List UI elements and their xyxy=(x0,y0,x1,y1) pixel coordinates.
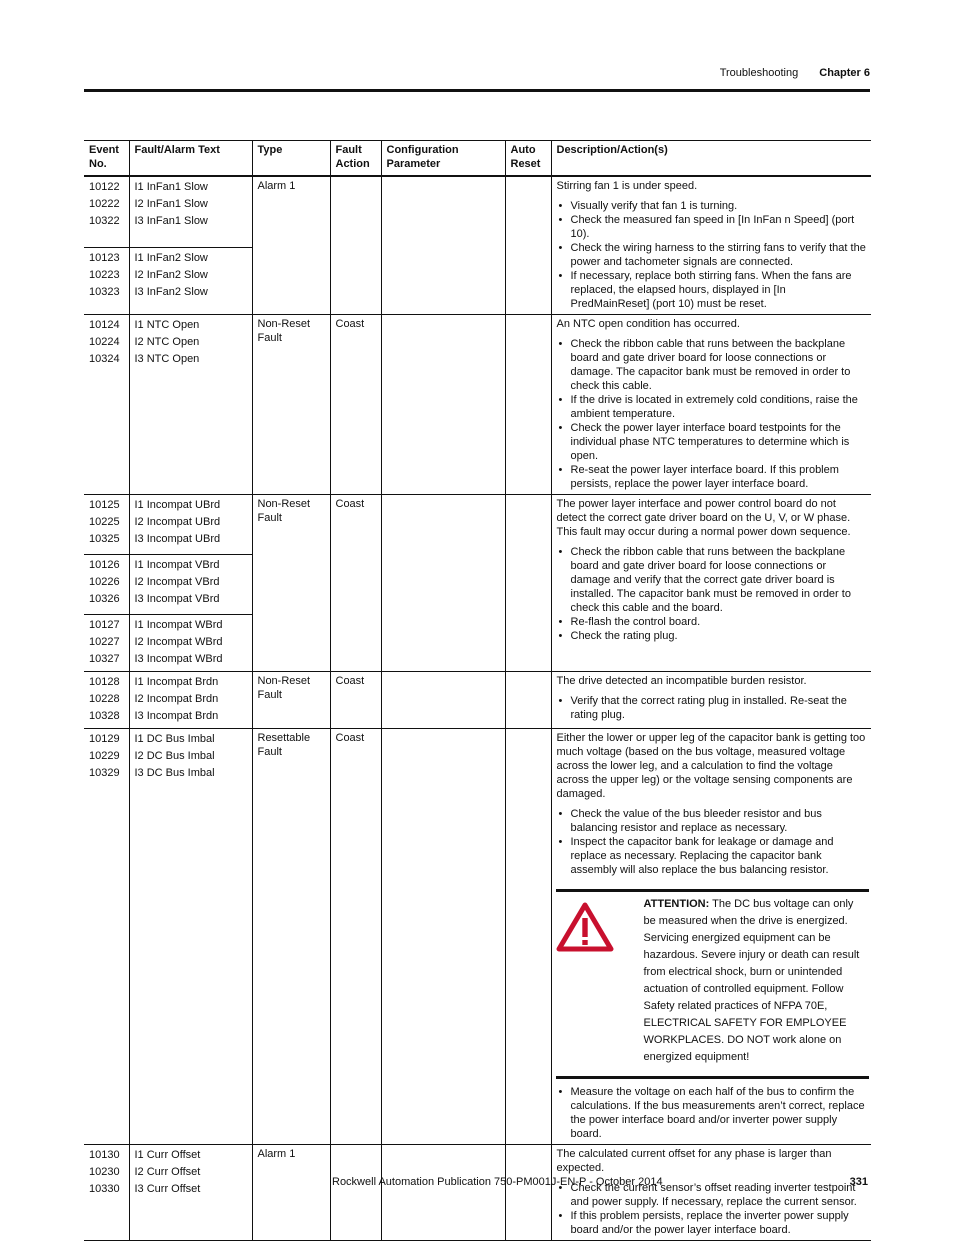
warning-icon xyxy=(556,896,644,1066)
action-item: • Visually verify that fan 1 is turning. xyxy=(557,199,867,213)
header-section: Troubleshooting xyxy=(719,67,799,79)
action-list xyxy=(557,199,867,311)
header-chapter: Chapter 6 xyxy=(819,67,870,79)
col-header-description: Description/Action(s) xyxy=(551,141,871,177)
action-list xyxy=(557,807,867,877)
action-item: • If the drive is located in extremely cold conditions, raise the ambient temperature. xyxy=(557,393,867,421)
fault-alarm-text-list: I1 DC Bus Imbal I2 DC Bus Imbal I3 DC Bus Imbal xyxy=(134,733,215,779)
event-number-list: 10130 10230 10330 xyxy=(89,1149,120,1195)
auto-reset xyxy=(505,176,551,315)
fault-table xyxy=(84,140,871,1241)
table-header-row xyxy=(84,141,871,177)
action-list xyxy=(557,1181,867,1237)
fault-action: Coast xyxy=(330,315,381,495)
description-text: The calculated current offset for any phase is larger than expected. xyxy=(556,1148,832,1174)
fault-alarm-text-list: I1 NTC Open I2 NTC Open I3 NTC Open xyxy=(134,319,200,365)
fault-type: Non-Reset Fault xyxy=(252,315,330,495)
description-text: Stirring fan 1 is under speed. xyxy=(556,180,698,192)
table-row xyxy=(84,672,871,729)
action-list-after xyxy=(557,1085,867,1141)
description-actions xyxy=(551,495,871,672)
fault-alarm-text-list: I1 InFan2 Slow I2 InFan2 Slow I3 InFan2 Slow xyxy=(134,251,208,298)
auto-reset xyxy=(505,672,551,729)
table-row xyxy=(84,729,871,1145)
fault-action: Coast xyxy=(330,729,381,1145)
description-actions xyxy=(551,315,871,495)
event-number-list: 10127 10227 10327 xyxy=(89,619,120,665)
event-numbers xyxy=(84,176,129,247)
fault-action: Coast xyxy=(330,672,381,729)
configuration-parameter xyxy=(381,1145,505,1241)
attention-label: ATTENTION: xyxy=(643,898,710,910)
configuration-parameter xyxy=(381,729,505,1145)
description-actions xyxy=(551,176,871,315)
action-item: • Re-flash the control board. xyxy=(557,615,867,629)
action-item: • Measure the voltage on each half of the bus to confirm the calculations. If the bus measurements aren’t correct, replace the power interface board and/or inverter power supply board. xyxy=(557,1085,867,1141)
fault-type: Non-Reset Fault xyxy=(252,495,330,672)
fault-alarm-text-list: I1 Incompat Brdn I2 Incompat Brdn I3 Incompat Brdn xyxy=(134,676,219,722)
fault-alarm-text-list: I1 Incompat UBrd I2 Incompat UBrd I3 Incompat UBrd xyxy=(134,499,221,545)
description-text: An NTC open condition has occurred. xyxy=(556,318,740,330)
fault-type: Alarm 1 xyxy=(252,176,330,315)
event-numbers xyxy=(84,315,129,495)
col-header-text: Fault/Alarm Text xyxy=(129,141,252,177)
fault-alarm-text xyxy=(129,672,252,729)
event-number-list: 10126 10226 10326 xyxy=(89,559,120,605)
action-item: • Check the measured fan speed in [In InFan n Speed] (port 10). xyxy=(557,213,867,241)
action-item: • Verify that the correct rating plug in installed. Re-seat the rating plug. xyxy=(557,694,867,722)
event-numbers xyxy=(84,247,129,314)
fault-type: Alarm 1 xyxy=(252,1145,330,1241)
action-item: • Re-seat the power layer interface board. If this problem persists, replace the power layer interface board. xyxy=(557,463,867,491)
action-list xyxy=(557,337,867,491)
table-row xyxy=(84,176,871,247)
event-numbers xyxy=(84,555,129,615)
action-item: • Check the ribbon cable that runs between the backplane board and gate driver board for loose connections or damage and verify that the correct gate driver board is installed. The capacitor bank must be removed in order to check this cable and the board. xyxy=(557,545,867,615)
description-text: The power layer interface and power control board do not detect the correct gate driver board on the U, V, or W phase. This fault may occur during a normal power down sequence. xyxy=(556,498,851,538)
event-number-list: 10129 10229 10329 xyxy=(89,733,120,779)
event-number-list: 10123 10223 10323 xyxy=(89,251,120,298)
fault-alarm-text-list: I1 Incompat WBrd I2 Incompat WBrd I3 Incompat WBrd xyxy=(134,619,223,665)
fault-type: Non-Reset Fault xyxy=(252,672,330,729)
action-item: • Check the rating plug. xyxy=(557,629,867,643)
description-text: Either the lower or upper leg of the capacitor bank is getting too much voltage (based on the bus voltage, measured voltage across the lower leg, and a calculation to find the voltage across the upper leg) or the voltage sensing components are damaged. xyxy=(556,732,866,800)
auto-reset xyxy=(505,729,551,1145)
attention-notice xyxy=(556,889,870,1079)
fault-action xyxy=(330,176,381,315)
event-numbers xyxy=(84,672,129,729)
table-row xyxy=(84,315,871,495)
action-item: • Check the wiring harness to the stirring fans to verify that the power and tachometer signals are connected. xyxy=(557,241,867,269)
configuration-parameter xyxy=(381,672,505,729)
action-item: • If this problem persists, replace the inverter power supply board and/or the power layer interface board. xyxy=(557,1209,867,1237)
auto-reset xyxy=(505,1145,551,1241)
auto-reset xyxy=(505,495,551,672)
table-body xyxy=(84,176,871,1241)
action-item: • Check the value of the bus bleeder resistor and bus balancing resistor and replace as necessary. xyxy=(557,807,867,835)
fault-action xyxy=(330,1145,381,1241)
page-number: 331 xyxy=(849,1176,868,1188)
fault-alarm-text xyxy=(129,729,252,1145)
col-header-fault-action: Fault Action xyxy=(330,141,381,177)
fault-alarm-text xyxy=(129,495,252,555)
fault-alarm-text xyxy=(129,247,252,314)
col-header-type: Type xyxy=(252,141,330,177)
table-row xyxy=(84,1145,871,1241)
col-header-config: Configuration Parameter xyxy=(381,141,505,177)
configuration-parameter xyxy=(381,495,505,672)
action-item: • Check the power layer interface board testpoints for the individual phase NTC temperatures to determine which is open. xyxy=(557,421,867,463)
event-number-list: 10128 10228 10328 xyxy=(89,676,120,722)
fault-alarm-text xyxy=(129,176,252,247)
action-item: • Inspect the capacitor bank for leakage or damage and replace as necessary. Replacing the capacitor bank assembly will also replace the bus balancing resistor. xyxy=(557,835,867,877)
event-numbers xyxy=(84,615,129,672)
event-numbers xyxy=(84,495,129,555)
col-header-event: Event No. xyxy=(84,141,129,177)
fault-alarm-text-list: I1 InFan1 Slow I2 InFan1 Slow I3 InFan1 Slow xyxy=(134,181,208,227)
fault-alarm-text xyxy=(129,1145,252,1241)
attention-text xyxy=(644,896,870,1066)
event-number-list: 10124 10224 10324 xyxy=(89,319,120,365)
configuration-parameter xyxy=(381,176,505,315)
col-header-auto-reset: Auto Reset xyxy=(505,141,551,177)
action-list xyxy=(557,694,867,722)
event-number-list: 10125 10225 10325 xyxy=(89,499,120,545)
description-text: The drive detected an incompatible burden resistor. xyxy=(556,675,807,687)
header-rule xyxy=(84,89,870,92)
description-actions xyxy=(551,729,871,1145)
action-item: • Check the ribbon cable that runs between the backplane board and gate driver board for loose connections or damage. The capacitor bank must be removed in order to check this cable. xyxy=(557,337,867,393)
event-numbers xyxy=(84,1145,129,1241)
attention-body: The DC bus voltage can only be measured when the drive is energized. Servicing energized equipment can be hazardous. Severe injury or death can result from electrical shock, burn or unintended actuation of controlled equipment. Follow Safety related practices of NFPA 70E, ELECTRICAL SAFETY FOR EMPLOYEE WORKPLACES. DO NOT work alone on energized equipment! xyxy=(643,898,860,1063)
event-number-list: 10122 10222 10322 xyxy=(89,181,120,227)
description-actions xyxy=(551,672,871,729)
fault-alarm-text-list: I1 Incompat VBrd I2 Incompat VBrd I3 Incompat VBrd xyxy=(134,559,220,605)
action-item: • If necessary, replace both stirring fans. When the fans are replaced, the elapsed hours, displayed in [In PredMainReset] (port 10) must be reset. xyxy=(557,269,867,311)
action-list xyxy=(557,545,867,643)
fault-alarm-text xyxy=(129,555,252,615)
description-actions xyxy=(551,1145,871,1241)
event-numbers xyxy=(84,729,129,1145)
fault-alarm-text-list: I1 Curr Offset I2 Curr Offset I3 Curr Offset xyxy=(134,1149,201,1195)
fault-type: Resettable Fault xyxy=(252,729,330,1145)
action-item: • Check the current sensor’s offset reading inverter testpoint and power supply. If necessary, replace the current sensor. xyxy=(557,1181,867,1209)
fault-alarm-text xyxy=(129,315,252,495)
running-header xyxy=(720,67,870,79)
configuration-parameter xyxy=(381,315,505,495)
auto-reset xyxy=(505,315,551,495)
footer-publication: Rockwell Automation Publication 750-PM001J-EN-P - October 2014 xyxy=(332,1176,663,1188)
table-row xyxy=(84,495,871,555)
fault-action: Coast xyxy=(330,495,381,672)
fault-alarm-text xyxy=(129,615,252,672)
